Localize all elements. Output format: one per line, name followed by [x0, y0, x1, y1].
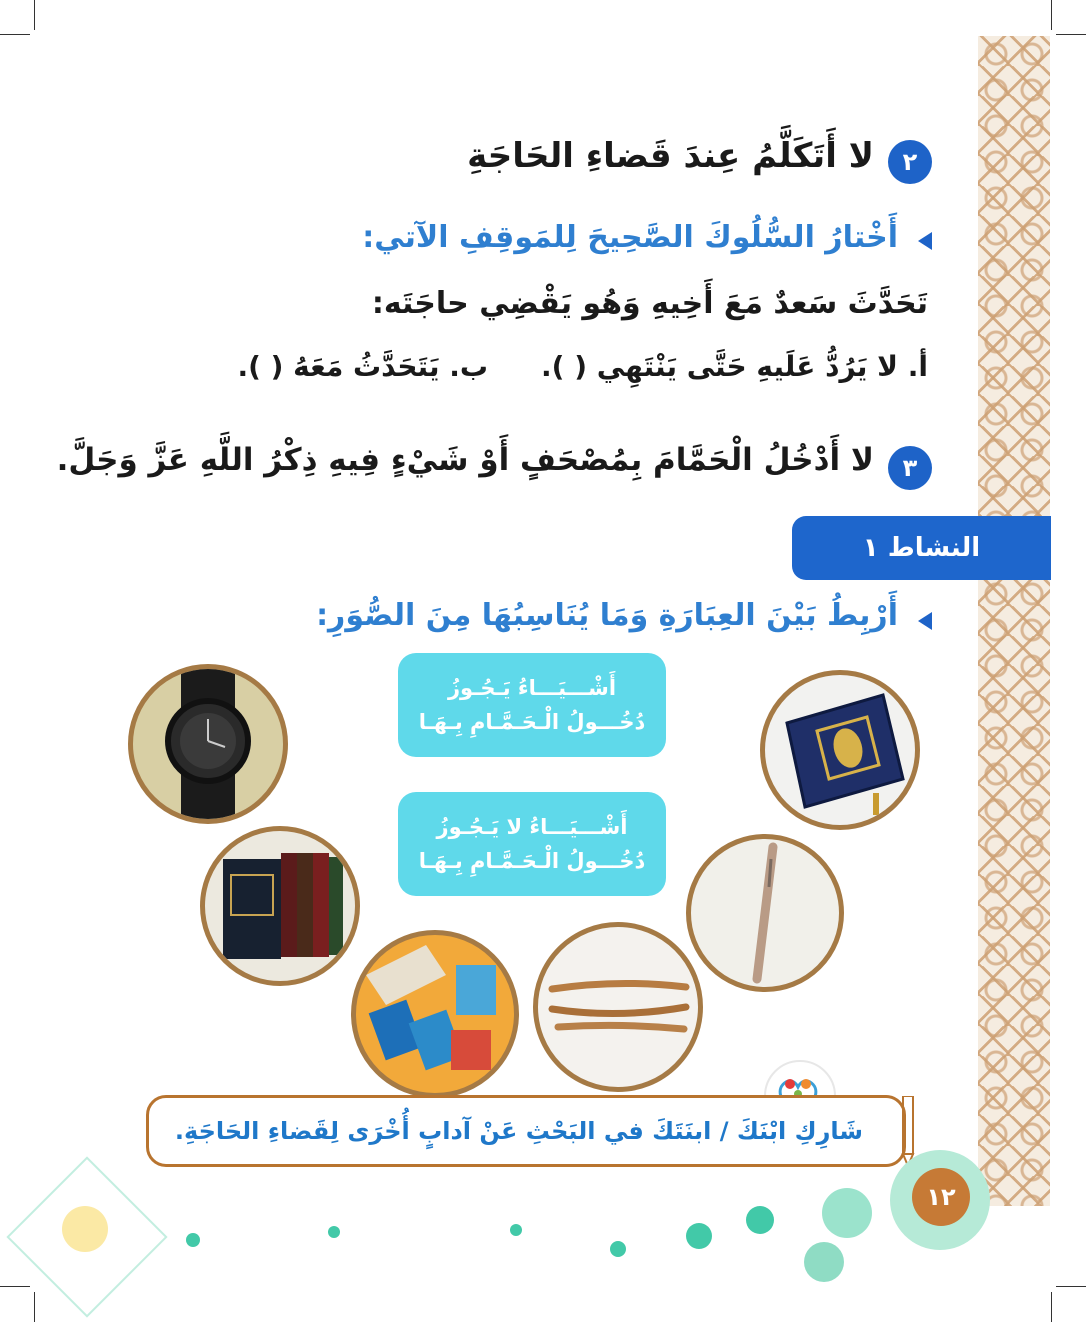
decorative-dot	[822, 1188, 872, 1238]
crop-mark	[1056, 34, 1086, 35]
forbidden-items-box[interactable]	[398, 792, 666, 896]
books-image[interactable]	[200, 826, 360, 986]
decorative-dot	[610, 1241, 626, 1257]
crop-mark	[34, 0, 35, 30]
school-books-image[interactable]	[351, 930, 519, 1098]
instruction-arrow-icon	[918, 612, 932, 630]
activity-title-tab: النشاط ١	[792, 516, 1051, 580]
crop-mark	[0, 1286, 30, 1287]
crop-mark	[1056, 1286, 1086, 1287]
allowed-items-box[interactable]	[398, 653, 666, 757]
crop-mark	[0, 34, 30, 35]
decorative-dot	[686, 1223, 712, 1249]
parent-note-text: شَارِكِ ابْنَكَ / ابنَتَكَ في البَحْثِ عَنْ آدابٍ أُخْرَى لِقَضاءِ الحَاجَةِ.	[174, 1117, 863, 1145]
decorative-circle	[62, 1206, 108, 1252]
quran-image[interactable]	[760, 670, 920, 830]
decorative-dot	[804, 1242, 844, 1282]
forbidden-items-line1: أَشْـــيَـــاءُ لا يَـجُـوزُ	[436, 815, 628, 839]
option-b[interactable]: ب. يَتَحَدَّثُ مَعَهُ ( ).	[237, 350, 488, 383]
parent-note-box	[146, 1095, 906, 1167]
crop-mark	[34, 1292, 35, 1322]
crop-mark	[1051, 1292, 1052, 1322]
section-3-number-badge: ٣	[888, 446, 932, 490]
decorative-dot	[510, 1224, 522, 1236]
page-number: ١٢	[912, 1168, 970, 1226]
decorative-dot	[328, 1226, 340, 1238]
crop-mark	[1051, 0, 1052, 30]
pen-image[interactable]	[686, 834, 844, 992]
forbidden-items-line2: دُخُـــولُ الْـحَـمَّـامِ بِـهَـا	[418, 849, 646, 873]
scenario-text: تَحَدَّثَ سَعدٌ مَعَ أَخِيهِ وَهُو يَقْضِي حاجَتَه:	[371, 286, 928, 321]
allowed-items-line2: دُخُـــولُ الْـحَـمَّـامِ بِـهَـا	[418, 710, 646, 734]
decorative-pattern-strip	[978, 36, 1050, 1206]
decorative-dot	[746, 1206, 774, 1234]
section-3-heading: لا أَدْخُلُ الْحَمَّامَ بِمُصْحَفٍ أَوْ شَيْءٍ فِيهِ ذِكْرُ اللَّهِ عَزَّ وَجَلَّ.	[56, 442, 874, 478]
instruction-arrow-icon	[918, 232, 932, 250]
watch-image[interactable]	[128, 664, 288, 824]
section-2-number-badge: ٢	[888, 140, 932, 184]
section-2-instruction: أَخْتارُ السُّلُوكَ الصَّحِيحَ لِلمَوقِفِ الآتي:	[362, 220, 898, 255]
miswak-image[interactable]	[533, 922, 703, 1092]
activity-instruction: أَرْبِطُ بَيْنَ العِبَارَةِ وَمَا يُنَاسِبُهَا مِنَ الصُّوَرِ:	[316, 598, 898, 633]
option-a[interactable]: أ. لا يَرُدُّ عَلَيهِ حَتَّى يَنْتَهِي ( ).	[541, 350, 928, 383]
allowed-items-line1: أَشْـــيَـــاءُ يَـجُـوزُ	[447, 676, 617, 700]
section-2-heading: لا أَتَكَلَّمُ عِندَ قَضاءِ الحَاجَةِ	[467, 136, 874, 176]
decorative-dot	[186, 1233, 200, 1247]
